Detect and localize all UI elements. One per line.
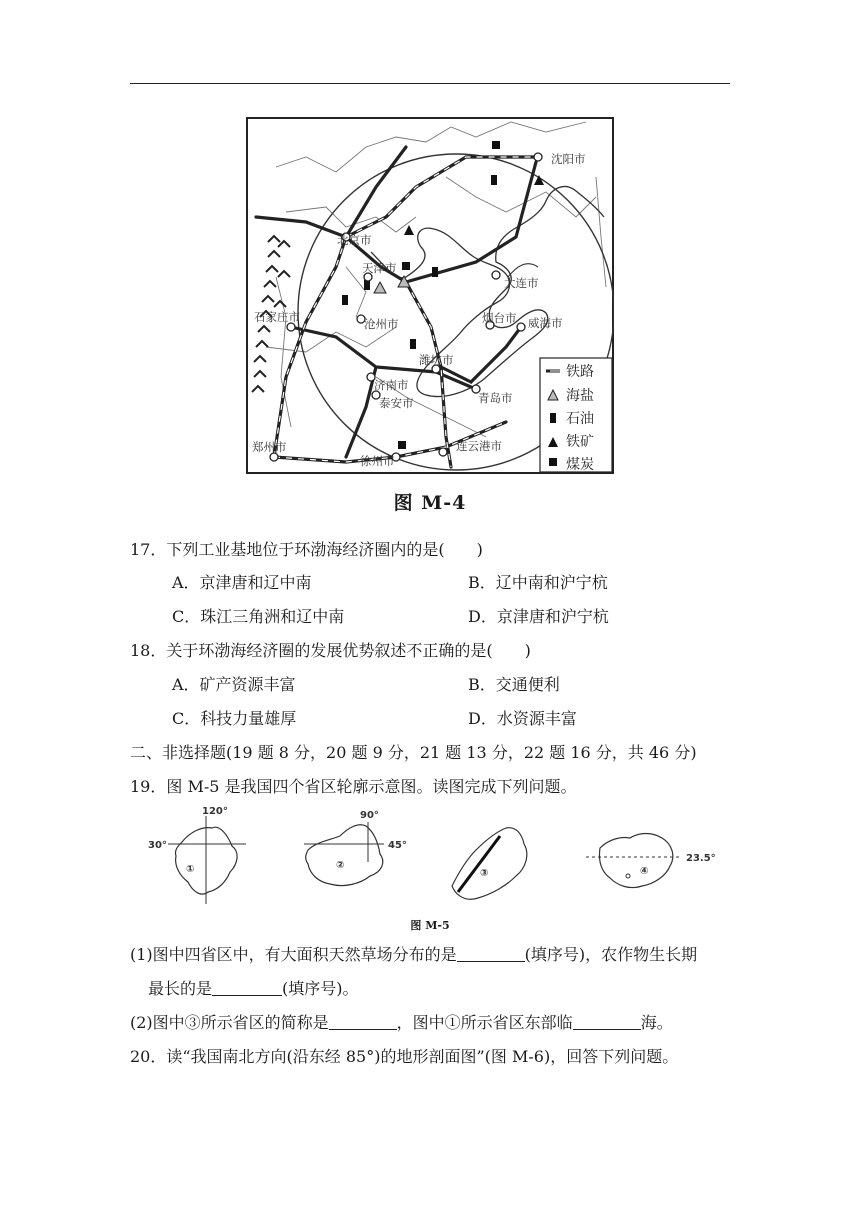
fig5-label-circle-2: ② xyxy=(336,860,345,871)
q17-option-d[interactable]: D．京津唐和沪宁杭 xyxy=(468,607,609,626)
q19-part2-text-c: 海。 xyxy=(640,1013,673,1032)
q17-option-a[interactable]: A．京津唐和辽中南 xyxy=(172,573,312,592)
legend-railway: 铁路 xyxy=(566,364,594,380)
q18-option-c[interactable]: C．科技力量雄厚 xyxy=(172,709,297,728)
city-label-weihai: 威海市 xyxy=(528,316,563,330)
city-label-xuzhou: 徐州市 xyxy=(360,454,395,468)
city-label-qingdao: 青岛市 xyxy=(478,391,513,405)
q19-part1-text-d: (填序号)。 xyxy=(282,979,359,998)
legend-oil: 石油 xyxy=(566,411,594,427)
q19-part1-text-a: (1)图中四省区中，有大面积天然草场分布的是 xyxy=(130,945,457,964)
fig5-label-30: 30° xyxy=(148,840,167,851)
fig5-label-90: 90° xyxy=(360,810,379,821)
map-legend xyxy=(540,358,612,473)
map-figure-m4 xyxy=(246,117,614,474)
q19-part2-text-b: ，图中①所示省区东部临 xyxy=(396,1013,573,1032)
province-outlines-figure-m5 xyxy=(140,802,730,914)
legend-coal: 煤炭 xyxy=(566,457,594,473)
fig5-label-23-5: 23.5° xyxy=(686,853,716,864)
city-label-tianjin: 天津市 xyxy=(362,261,397,275)
q19-blank-growing-season[interactable] xyxy=(212,979,282,996)
q19-blank-grassland[interactable] xyxy=(457,945,525,962)
city-label-cangzhou: 沧州市 xyxy=(364,317,399,331)
q18-option-d[interactable]: D．水资源丰富 xyxy=(468,709,577,728)
q19-blank-sea[interactable] xyxy=(573,1013,641,1030)
city-label-dalian: 大连市 xyxy=(504,276,539,290)
q19-part1-line1 xyxy=(130,944,697,966)
section-2-heading: 二、非选择题(19 题 8 分，20 题 9 分，21 题 13 分，22 题 16 分，共 46 分) xyxy=(130,743,697,762)
city-label-beijing: 北京市 xyxy=(337,233,372,247)
fig5-label-circle-4: ④ xyxy=(640,866,649,877)
city-label-jinan: 济南市 xyxy=(374,378,409,392)
q19-blank-abbreviation[interactable] xyxy=(329,1013,397,1030)
city-label-lianyungang: 连云港市 xyxy=(456,439,502,453)
q19-part2-line xyxy=(130,1012,673,1034)
fig5-label-120: 120° xyxy=(202,806,228,817)
city-label-taian: 泰安市 xyxy=(379,396,414,410)
q20-stem: 20．读“我国南北方向(沿东经 85°)的地形剖面图”(图 M-6)，回答下列问题。 xyxy=(130,1047,679,1066)
city-label-yantai: 烟台市 xyxy=(482,311,517,325)
q18-stem: 18．关于环渤海经济圈的发展优势叙述不正确的是( ) xyxy=(130,641,531,660)
fig5-label-circle-1: ① xyxy=(186,864,195,875)
q19-part1-line2 xyxy=(148,978,359,1000)
q19-part1-text-b: (填序号)，农作物生长期 xyxy=(524,945,698,964)
city-label-shenyang: 沈阳市 xyxy=(551,152,586,166)
header-rule xyxy=(130,83,730,84)
legend-iron-ore: 铁矿 xyxy=(566,434,594,450)
q19-part2-text-a: (2)图中③所示省区的简称是 xyxy=(130,1013,329,1032)
q19-stem: 19．图 M-5 是我国四个省区轮廓示意图。读图完成下列问题。 xyxy=(130,777,577,796)
q17-option-b[interactable]: B．辽中南和沪宁杭 xyxy=(468,573,608,592)
fig5-label-circle-3: ③ xyxy=(480,868,489,879)
q18-option-a[interactable]: A．矿产资源丰富 xyxy=(172,675,296,694)
figure-m4-caption: 图 M-4 xyxy=(393,492,467,514)
legend-sea-salt: 海盐 xyxy=(566,388,594,404)
city-label-shijiazhuang: 石家庄市 xyxy=(254,310,300,324)
q17-stem: 17．下列工业基地位于环渤海经济圈内的是( ) xyxy=(130,540,483,559)
figure-m5-caption: 图 M-5 xyxy=(410,919,450,932)
fig5-label-45: 45° xyxy=(388,840,407,851)
q19-part1-text-c: 最长的是 xyxy=(148,979,213,998)
city-label-zhengzhou: 郑州市 xyxy=(252,440,287,454)
q18-option-b[interactable]: B．交通便利 xyxy=(468,675,560,694)
city-label-weifang: 潍坊市 xyxy=(419,353,454,367)
q17-option-c[interactable]: C．珠江三角洲和辽中南 xyxy=(172,607,345,626)
